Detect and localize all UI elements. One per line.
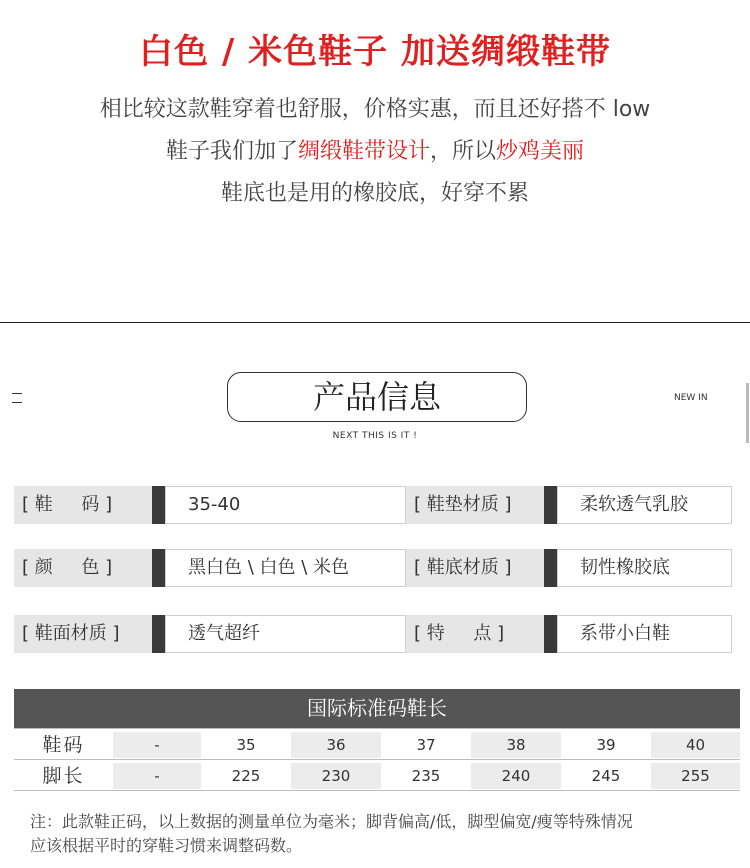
label-marker: [152, 486, 165, 524]
value-size: 35-40: [165, 486, 406, 524]
value-upper: 透气超纤: [165, 615, 406, 653]
row-label-length: 脚长: [42, 765, 85, 787]
label-marker: [544, 615, 557, 653]
label-marker: [152, 615, 165, 653]
table-cell: -: [113, 763, 201, 789]
size-note-line-2: 应该根据平时的穿鞋习惯来调整码数。: [30, 836, 303, 855]
size-note-line-1: 注：此款鞋正码，以上数据的测量单位为毫米；脚背偏高/低，脚型偏宽/瘦等特殊情况: [30, 812, 633, 831]
size-table-title: 国际标准码鞋长: [14, 689, 740, 728]
row-label-size: 鞋码: [42, 734, 85, 756]
label-feature: [ 特 点 ]: [406, 615, 544, 653]
label-color: [ 颜 色 ]: [14, 549, 152, 587]
label-insole: [ 鞋垫材质 ]: [406, 486, 544, 524]
table-cell: 245: [591, 767, 621, 785]
table-rule: [14, 790, 740, 791]
label-marker: [544, 549, 557, 587]
table-cell: 36: [291, 732, 381, 758]
table-cell: 40: [651, 732, 740, 758]
line2-text-c: ，所以: [430, 139, 497, 164]
table-rule: [14, 759, 740, 760]
label-size: [ 鞋 码 ]: [14, 486, 152, 524]
value-feature: 系带小白鞋: [557, 615, 732, 653]
menu-icon: [12, 393, 22, 403]
table-cell: 38: [471, 732, 561, 758]
value-insole: 柔软透气乳胶: [557, 486, 732, 524]
line2-highlight-ribbon: 绸缎鞋带设计: [297, 139, 430, 164]
table-cell: 235: [411, 767, 441, 785]
value-color: 黑白色 \ 白色 \ 米色: [165, 549, 406, 587]
section-title: 产品信息: [227, 372, 527, 422]
section-subtitle: NEXT THIS IS IT !: [332, 431, 418, 441]
table-cell: 35: [236, 736, 256, 754]
line2-text-a: 鞋子我们加了: [165, 139, 298, 164]
table-cell: 225: [231, 767, 261, 785]
description-line-1: 相比较这款鞋穿着也舒服，价格实惠，而且还好搭不 low: [99, 97, 651, 122]
label-upper: [ 鞋面材质 ]: [14, 615, 152, 653]
table-cell: 230: [291, 763, 381, 789]
label-sole: [ 鞋底材质 ]: [406, 549, 544, 587]
table-cell: -: [113, 732, 201, 758]
line2-highlight-pretty: 炒鸡美丽: [496, 139, 585, 164]
value-sole: 韧性橡胶底: [557, 549, 732, 587]
table-cell: 240: [471, 763, 561, 789]
label-marker: [152, 549, 165, 587]
table-cell: 39: [596, 736, 616, 754]
description-line-3: 鞋底也是用的橡胶底，好穿不累: [220, 181, 529, 206]
label-marker: [544, 486, 557, 524]
new-in-label: NEW IN: [674, 393, 708, 403]
divider-line: [0, 322, 750, 323]
description-line-2: [0, 134, 750, 165]
headline: 白色 / 米色鞋子 加送绸缎鞋带: [139, 32, 611, 72]
table-cell: 37: [416, 736, 436, 754]
scroll-indicator: [746, 383, 749, 443]
table-cell: 255: [651, 763, 740, 789]
table-rule: [14, 728, 740, 729]
